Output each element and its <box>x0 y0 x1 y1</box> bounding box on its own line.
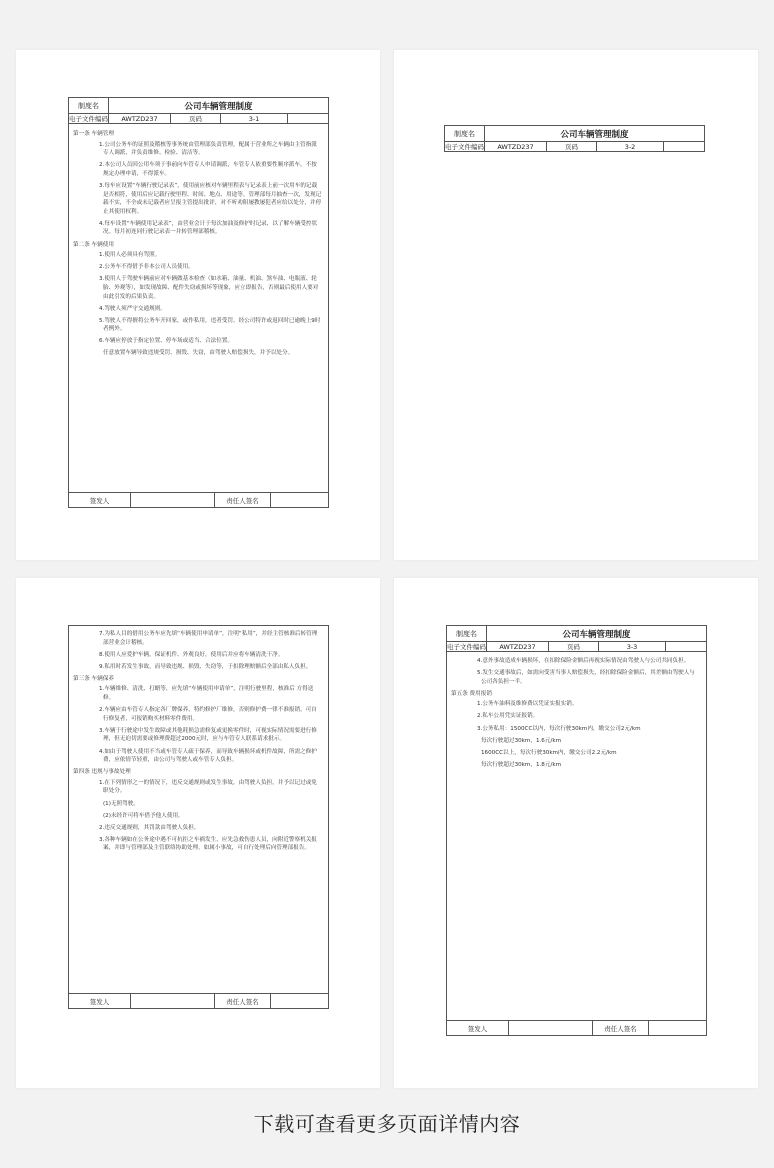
footer-row <box>69 492 328 507</box>
document-title: 公司车辆管理制度 <box>560 129 629 140</box>
label-code: 电子文件编码 <box>69 115 108 123</box>
sub-item: 1600CC以上，每次行驶30km内，缴交公司2.2元/km <box>481 749 617 756</box>
clause-item: 1.在下列情形之一的情况下，违反交通规则或发生事故，由驾驶人负担，并予以记过或免职处分。 <box>99 779 317 795</box>
document-code: AWTZD237 <box>487 642 549 651</box>
label-responsible: 责任人签名 <box>215 994 271 1008</box>
clause-item: 1.公务车油料及维修费以凭证实报实销。 <box>477 701 578 708</box>
responsible-blank <box>271 493 328 507</box>
clause-item: 1.公司公务车的证照及稽核等事务统由管理部负责管理，配属于营业所之车辆由主管指派专人调派，并负责维修、检验、清洁等。 <box>99 141 317 157</box>
document-code: AWTZD237 <box>109 114 171 123</box>
label-page: 页码 <box>549 642 599 651</box>
label-responsible: 责任人签名 <box>593 1021 649 1035</box>
clause-item: 任意放置车辆导致违规受罚、损毁、失窃，由驾驶人赔偿损失，并予以处分。 <box>103 350 294 357</box>
clause-item: 2.本公司人员因公用车须于事前向车管专人申请调派，车管专人依重要性顺序派车。不按规定办理申请，不得派车。 <box>99 162 317 177</box>
document-header-only <box>444 125 705 152</box>
page-number: 3-2 <box>597 142 664 151</box>
sub-item: (2)未经许可将车借予他人使用。 <box>103 812 184 819</box>
responsible-blank <box>271 994 328 1008</box>
clause-item: 2.私车公用凭实证报销。 <box>477 713 539 720</box>
header-row-title <box>447 626 706 642</box>
clause-item: 3.各种车辆如在公务途中遇不可抗拒之车祸发生，应先急救伤患人员，向附近警察机关报案，并即与管理部及主管联络协助处理。如属小事故，可自行处理后向管理部报告。 <box>99 836 317 852</box>
label-name: 制度名 <box>69 98 109 113</box>
clause-item: 3.每车应设置“车辆行驶记录表”，使用前应核对车辆里程表与记录表上前一次用车的记载是否相符，使用后应记载行驶里程、时间、地点、用途等。管理部每月抽查一次，发现记载不实，不全或未记载者应呈报主管提出批评，对不听劝阻屡教屡犯者应给以处分，并停止其使用权利。 <box>99 182 322 215</box>
label-responsible: 责任人签名 <box>215 493 271 507</box>
clause-item: 1.使用人必须具有驾照。 <box>99 252 161 259</box>
document-form <box>68 625 329 1009</box>
label-name: 制度名 <box>445 126 485 141</box>
page-number: 3-3 <box>599 642 666 651</box>
clause-item: 9.私用时若发生事故，而导致违规、损毁、失窃等，于扣除理赔额后全部由私人负担。 <box>99 663 312 670</box>
header-blank <box>666 642 706 651</box>
section-heading: 第三条 车辆保养 <box>73 675 114 682</box>
document-page-3 <box>16 578 380 1088</box>
clause-item: 8.使用人应爱护车辆，保证机件、外观良好，使用后并应将车辆清洗干净。 <box>99 651 284 658</box>
header-row-title <box>69 98 328 114</box>
clause-item: 3.使用人于驾驶车辆前应对车辆做基本检查（如水箱、油量、机油、煞车油、电瓶液、轮胎、外观等），如发现故障、配件失窃或损坏等现象，应立即报告，否则最后使用人要对由此引发的后果负责。 <box>99 276 319 300</box>
clause-item: 5.发生交通事故后，如需向受害当事人赔偿损失，经扣除保险金额后，其差额由驾驶人与公司各负担一半。 <box>477 670 695 685</box>
sub-item: 每次行驶超过30km，1.6元/km <box>481 737 562 744</box>
label-code: 电子文件编码 <box>445 143 484 151</box>
document-form <box>446 625 707 1036</box>
section-heading: 第四条 违规与事故处理 <box>73 769 131 776</box>
document-body <box>447 653 706 1021</box>
document-body <box>69 125 328 493</box>
header-blank <box>664 142 704 151</box>
clause-item: 3.车辆于行驶途中发生故障或其他耗损急需修复或更换零件时，可视实际情况需要进行修理，但无迫切需要或修理费超过2000元时，应与车管专人联系请求批示。 <box>99 727 317 743</box>
footer-row <box>447 1020 706 1035</box>
clause-item: 3.公务私用：1500CC以内，每次行驶30km内，缴交公司2元/km <box>477 725 641 732</box>
clause-item: 2.车辆应由车管专人指定各厂牌保养，特约修护厂维修，否则修护费一律不准报销。可自行修复者，可报销购买材料零件费用。 <box>99 707 317 722</box>
clause-item: 4.如由于驾驶人使用不当或车管专人疏于保养，而导致车辆损坏或机件故障，所需之修护费，应依情节轻重，由公司与驾驶人或车管专人负担。 <box>99 748 317 764</box>
section-heading: 第五条 费用报销 <box>451 690 492 697</box>
clause-item: 4.每车设置“车辆使用记录表”，由营业会计于每次加油及修护时记录，以了解车辆受控状况。每月初连同行驶记录表一并转管理部稽核。 <box>99 220 318 236</box>
clause-item: 1.车辆维修、清洗、打蜡等，应先填“车辆使用申请单”，注明行驶里程，核准后 方得送修。 <box>99 686 314 702</box>
document-page-4 <box>394 578 758 1088</box>
document-page-2 <box>394 50 758 560</box>
label-issuer: 签发人 <box>69 493 131 507</box>
issuer-blank <box>131 994 215 1008</box>
label-name: 制度名 <box>447 626 487 641</box>
clause-item: 2.公务车不得借予非本公司人员使用。 <box>99 264 194 271</box>
document-code: AWTZD237 <box>485 142 547 151</box>
header-row-code <box>447 642 706 652</box>
section-heading: 第二条 车辆使用 <box>73 241 114 248</box>
header-row-code <box>445 142 704 151</box>
footer-row <box>69 993 328 1008</box>
label-code: 电子文件编码 <box>447 643 486 651</box>
sub-item: 每次行驶超过30km，1.8元/km <box>481 761 562 768</box>
label-page: 页码 <box>547 142 597 151</box>
section-heading: 第一条 车辆管理 <box>73 131 114 137</box>
header-row-code <box>69 114 328 124</box>
issuer-blank <box>131 493 215 507</box>
sub-item: (1)无照驾驶。 <box>103 800 139 807</box>
header-blank <box>288 114 328 123</box>
page-number: 3-1 <box>221 114 288 123</box>
responsible-blank <box>649 1021 706 1035</box>
label-issuer: 签发人 <box>447 1021 509 1035</box>
issuer-blank <box>509 1021 593 1035</box>
document-form <box>68 97 329 508</box>
document-title: 公司车辆管理制度 <box>562 629 631 640</box>
header-row-title <box>445 126 704 142</box>
clause-item: 5.驾驶人不得擅将公务车开回家，或作私用，违者受罚。经公司特许或返回时已逾晚上9时者例外。 <box>99 317 321 333</box>
label-issuer: 签发人 <box>69 994 131 1008</box>
clause-item: 4.驾驶人须严守交通规则。 <box>99 305 166 312</box>
clause-item: 6.车辆应停放于指定位置、停车场或适当、合法位置。 <box>99 338 233 345</box>
document-title: 公司车辆管理制度 <box>184 101 253 112</box>
clause-item: 7.为私人目的借用公务车应先填“车辆使用申请单”，注明“私用”，并经主管核准后转管理部营业会计稽核。 <box>99 631 318 646</box>
clause-item: 2.违反交通规则，其罚款由驾驶人负担。 <box>99 824 200 831</box>
document-page-1 <box>16 50 380 560</box>
clause-item: 4.意外事故造成车辆损坏，在扣除保险金额后再视实际情况由驾驶人与公司共同负担。 <box>477 658 690 664</box>
document-body <box>69 626 328 994</box>
label-page: 页码 <box>171 114 221 123</box>
download-caption[interactable]: 下载可查看更多页面详情内容 <box>253 1112 521 1136</box>
